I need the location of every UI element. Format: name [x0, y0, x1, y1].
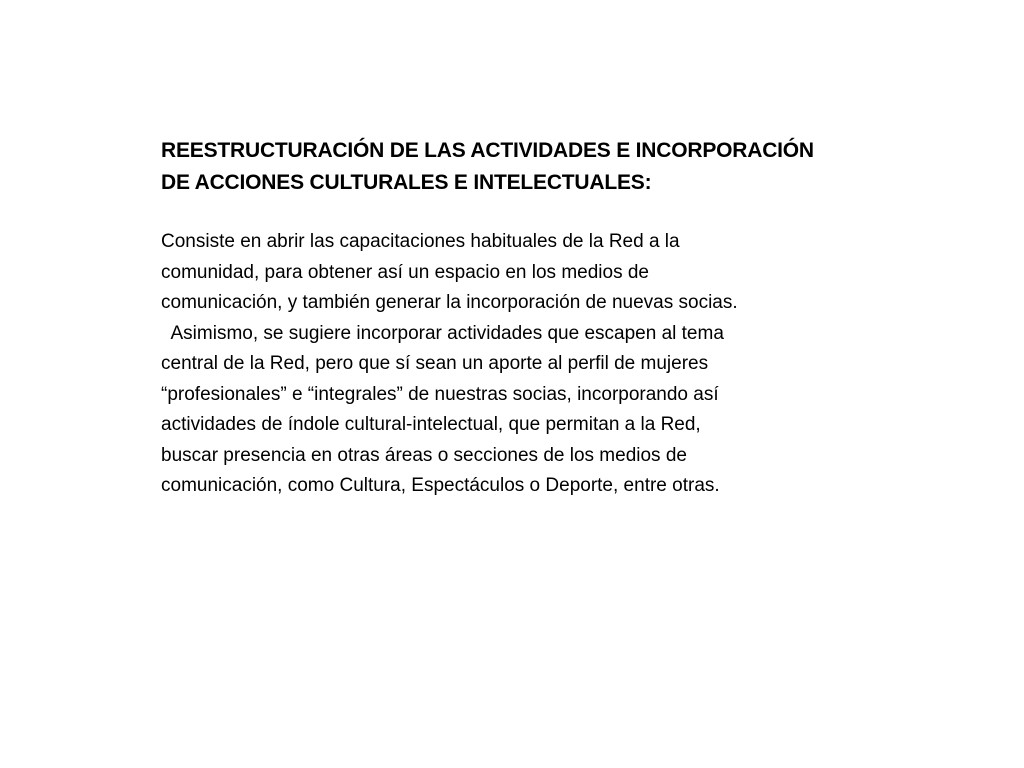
body-line: Asimismo, se sugiere incorporar actividades que escapen al tema	[161, 322, 724, 344]
body-line: comunidad, para obtener así un espacio en los medios de	[161, 261, 649, 283]
body-line: comunicación, como Cultura, Espectáculos o Deporte, entre otras.	[161, 475, 720, 496]
slide-title	[161, 135, 901, 199]
body-line: central de la Red, pero que sí sean un aporte al perfil de mujeres	[161, 353, 709, 374]
title-line: REESTRUCTURACIÓN DE LAS ACTIVIDADES E INCORPORACIÓN	[161, 139, 814, 162]
body-text	[161, 227, 901, 502]
body-line: buscar presencia en otras áreas o secciones de los medios de	[161, 444, 687, 466]
title-line: DE ACCIONES CULTURALES E INTELECTUALES:	[161, 171, 652, 194]
body-line: “profesionales” e “integrales” de nuestras socias, incorporando así	[161, 383, 719, 405]
slide-content	[161, 135, 901, 502]
body-line: actividades de índole cultural-intelectual, que permitan a la Red,	[161, 414, 701, 435]
body-line: Consiste en abrir las capacitaciones habituales de la Red a la	[161, 231, 680, 252]
body-line: comunicación, y también generar la incorporación de nuevas socias.	[161, 292, 738, 313]
